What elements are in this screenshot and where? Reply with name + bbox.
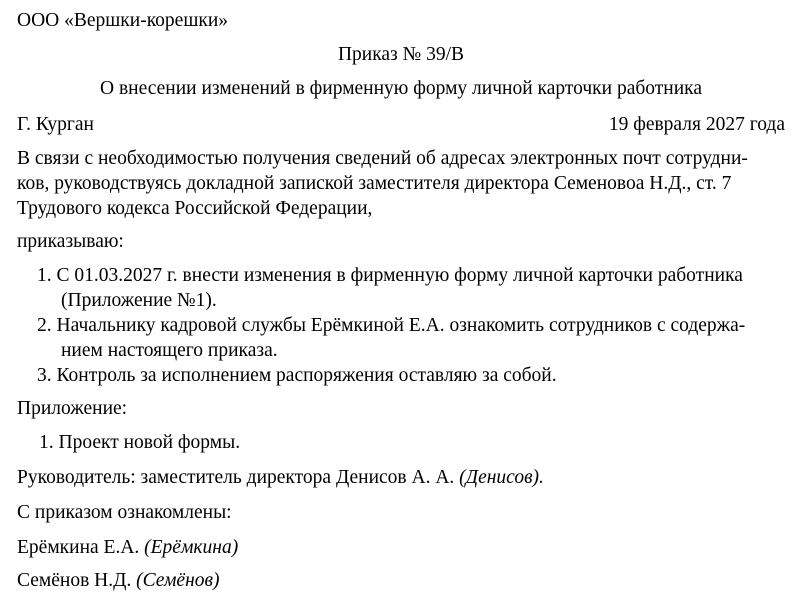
person-sign: (Семёнов) xyxy=(136,570,220,591)
signature-line xyxy=(17,467,544,489)
list-item-number: 1. xyxy=(37,265,52,286)
preamble-line-2: ков, руководствуясь докладной запиской заместителя директора Семеновоа Н.Д., ст. 7 xyxy=(17,173,732,194)
order-title: Приказ № 39/В xyxy=(337,44,465,65)
list-item-text: С 01.03.2027 г. внести изменения в фирменную форму личной карточки работника xyxy=(56,265,743,286)
person-sign: (Ерёмкина) xyxy=(144,537,239,558)
list-item xyxy=(37,365,557,387)
document-page xyxy=(17,0,785,594)
order-date: 19 февраля 2027 года xyxy=(608,114,785,135)
attachment-item-text: Проект новой формы. xyxy=(58,432,241,453)
acknowledged-label: С приказом ознакомлены: xyxy=(17,502,232,523)
order-subject: О внесении изменений в фирменную форму личной карточки работника xyxy=(99,78,702,99)
person-name: Семёнов Н.Д. xyxy=(17,570,132,591)
acknowledged-person xyxy=(17,570,219,592)
company-name: ООО «Вершки-корешки» xyxy=(17,10,229,31)
list-item-number: 3. xyxy=(37,365,52,386)
signature-sign: (Денисов). xyxy=(459,467,544,488)
attachment-item xyxy=(39,432,240,454)
signature-text: Руководитель: заместитель директора Денисов А. А. xyxy=(17,467,455,488)
list-item-number: 2. xyxy=(37,315,52,336)
list-item xyxy=(37,315,745,337)
city: Г. Курган xyxy=(17,114,94,135)
list-item-text: Начальнику кадровой службы Ерёмкиной Е.А. ознакомить сотрудников с содержа- xyxy=(56,315,746,336)
list-item xyxy=(37,265,743,287)
list-item-continuation: нием настоящего приказа. xyxy=(61,340,278,361)
preamble-line-1: В связи с необходимостью получения сведений об адресах электронных почт сотрудни- xyxy=(17,148,748,169)
person-name: Ерёмкина Е.А. xyxy=(17,537,140,558)
attachment-item-number: 1. xyxy=(39,432,54,453)
preamble-line-3: Трудового кодекса Российской Федерации, xyxy=(17,198,373,219)
list-item-text: Контроль за исполнением распоряжения оставляю за собой. xyxy=(56,365,557,386)
list-item-continuation: (Приложение №1). xyxy=(61,290,217,311)
acknowledged-person xyxy=(17,537,238,559)
attachment-label: Приложение: xyxy=(17,398,128,419)
order-word: приказываю: xyxy=(17,231,124,252)
